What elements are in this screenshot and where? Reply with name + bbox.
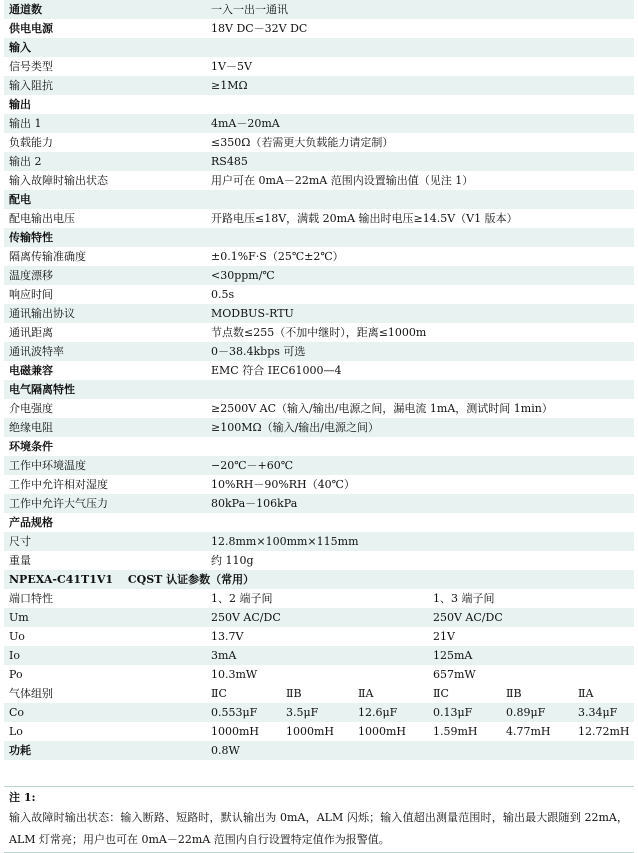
spec-row [4, 399, 634, 418]
section-row [4, 0, 634, 19]
section-label: 电气隔离特性 [9, 383, 75, 396]
cqst-rows [4, 589, 634, 684]
section-label: 传输特性 [9, 231, 53, 244]
spec-label: 信号类型 [9, 60, 53, 73]
note-block [4, 788, 634, 851]
cqst-row [4, 627, 634, 646]
spec-label: 输入阻抗 [9, 79, 53, 92]
gas-group-cell: ⅡA [358, 687, 374, 700]
spec-value: ≥100MΩ（输入/输出/电源之间） [211, 421, 380, 434]
spec-value: 10%RH－90%RH（40℃） [211, 478, 355, 491]
spec-row [4, 114, 634, 133]
spec-row [4, 323, 634, 342]
spec-value: 0－38.4kbps 可选 [211, 345, 306, 358]
spec-row [4, 532, 634, 551]
spec-label: 温度漂移 [9, 269, 53, 282]
spec-row [4, 133, 634, 152]
gas-group-cell: ⅡC [433, 687, 449, 700]
spec-value: 节点数≤255（不加中继时），距离≤1000m [211, 326, 427, 339]
spec-value: ≥1MΩ [211, 79, 248, 92]
co-label: Co [9, 706, 25, 719]
spec-value: 4mA－20mA [211, 117, 280, 130]
spec-value: 18V DC－32V DC [211, 22, 308, 35]
cqst-right-value: 1、3 端子间 [433, 592, 495, 605]
spec-row [4, 209, 634, 228]
spec-rows [4, 0, 634, 570]
gas-group-cell: ⅡB [286, 687, 302, 700]
cqst-label: Um [9, 611, 29, 624]
spec-value: 用户可在 0mA－22mA 范围内设置输出值（见注 1） [211, 174, 474, 187]
cqst-left-value: 250V AC/DC [211, 611, 281, 624]
spec-label: 隔离传输准确度 [9, 250, 86, 263]
cqst-right-value: 125mA [433, 649, 473, 662]
section-row [4, 228, 634, 247]
spec-value: 80kPa－106kPa [211, 497, 298, 510]
lo-cell: 1.59mH [433, 725, 478, 738]
lo-cell: 1000mH [358, 725, 407, 738]
lo-cell: 4.77mH [506, 725, 551, 738]
cqst-label: Uo [9, 630, 25, 643]
co-cell: 3.5μF [286, 706, 319, 719]
spec-label: 通讯输出协议 [9, 307, 75, 320]
cqst-left-value: 10.3mW [211, 668, 258, 681]
section-row [4, 38, 634, 57]
spec-row [4, 171, 634, 190]
cqst-title: NPEXA-C41T1V1 CQST 认证参数（常用） [9, 573, 255, 586]
spec-label: 响应时间 [9, 288, 53, 301]
co-cell: 12.6μF [358, 706, 398, 719]
section-label: 产品规格 [9, 516, 53, 529]
cqst-left-value: 3mA [211, 649, 237, 662]
cqst-label: Io [9, 649, 20, 662]
spec-value: ≥2500V AC（输入/输出/电源之间，漏电流 1mA，测试时间 1min） [211, 402, 553, 415]
power-label: 功耗 [9, 744, 31, 757]
note-title: 注 1: [9, 791, 36, 804]
section-row [4, 95, 634, 114]
spec-value: 1V－5V [211, 60, 252, 73]
lo-row [4, 722, 634, 741]
spec-value: EMC 符合 IEC61000—4 [211, 364, 342, 377]
spec-value: MODBUS-RTU [211, 307, 294, 320]
spec-label: 配电输出电压 [9, 212, 75, 225]
spec-row [4, 57, 634, 76]
spec-row [4, 304, 634, 323]
cqst-row [4, 589, 634, 608]
spec-label: 工作中环境温度 [9, 459, 86, 472]
section-label: 通道数 [9, 3, 42, 16]
section-row [4, 513, 634, 532]
lo-cell: 1000mH [211, 725, 260, 738]
cqst-row [4, 665, 634, 684]
gas-group-cell: ⅡA [578, 687, 594, 700]
section-row [4, 190, 634, 209]
power-row [4, 741, 634, 760]
cqst-row [4, 646, 634, 665]
spec-label: 重量 [9, 554, 31, 567]
spec-row [4, 551, 634, 570]
spec-label: 输出 1 [9, 117, 42, 130]
cqst-label: Po [9, 668, 23, 681]
spec-label: 绝缘电阻 [9, 421, 53, 434]
spec-value: 约 110g [211, 554, 254, 567]
power-value: 0.8W [211, 744, 240, 757]
section-label: 输入 [9, 41, 31, 54]
spec-row [4, 494, 634, 513]
section-row [4, 437, 634, 456]
section-label: 电磁兼容 [9, 364, 53, 377]
spec-label: 工作中允许相对湿度 [9, 478, 108, 491]
note-text: 输入故障时输出状态：输入断路、短路时，默认输出为 0mA，ALM 闪烁；输入值超出测量范围时，输出最大跟随到 22mA，ALM 灯常亮；用户也可在 0mA－22mA 范围内自行设置特定值作为报警值。 [9, 811, 628, 846]
lo-cell: 1000mH [286, 725, 335, 738]
spec-label: 输出 2 [9, 155, 42, 168]
gas-group-label: 气体组别 [9, 687, 53, 700]
spec-label: 输入故障时输出状态 [9, 174, 108, 187]
spec-value: ±0.1%F·S（25℃±2℃） [211, 250, 344, 263]
spec-value: −20℃－+60℃ [211, 459, 294, 472]
co-cell: 0.89μF [506, 706, 546, 719]
section-row [4, 361, 634, 380]
spec-row [4, 456, 634, 475]
cqst-label: 端口特性 [9, 592, 53, 605]
spec-row [4, 76, 634, 95]
spec-value: 开路电压≤18V，满载 20mA 输出时电压≥14.5V（V1 版本） [211, 212, 518, 225]
spec-label: 通讯距离 [9, 326, 53, 339]
spec-label: 介电强度 [9, 402, 53, 415]
cqst-left-value: 13.7V [211, 630, 244, 643]
spec-value: <30ppm/℃ [211, 269, 275, 282]
cqst-left-value: 1、2 端子间 [211, 592, 273, 605]
gas-group-cell: ⅡB [506, 687, 522, 700]
spec-row [4, 285, 634, 304]
section-row [4, 380, 634, 399]
spec-label: 工作中允许大气压力 [9, 497, 108, 510]
section-row [4, 19, 634, 38]
co-cell: 0.553μF [211, 706, 258, 719]
spec-label: 负载能力 [9, 136, 53, 149]
co-cell: 0.13μF [433, 706, 473, 719]
spec-table [4, 0, 634, 760]
spec-value: 12.8mm×100mm×115mm [211, 535, 359, 548]
co-cell: 3.34μF [578, 706, 618, 719]
lo-label: Lo [9, 725, 23, 738]
cqst-right-value: 250V AC/DC [433, 611, 503, 624]
cqst-right-value: 21V [433, 630, 455, 643]
divider [4, 786, 634, 787]
section-label: 配电 [9, 193, 31, 206]
spec-value: 0.5s [211, 288, 235, 301]
spec-row [4, 152, 634, 171]
spec-label: 尺寸 [9, 535, 31, 548]
spec-row [4, 342, 634, 361]
gas-group-row [4, 684, 634, 703]
cqst-title-row [4, 570, 634, 589]
spec-value: 一入一出一通讯 [211, 3, 288, 16]
section-label: 输出 [9, 98, 31, 111]
section-label: 供电电源 [9, 22, 53, 35]
section-label: 环境条件 [9, 440, 53, 453]
co-row [4, 703, 634, 722]
cqst-row [4, 608, 634, 627]
gas-group-cell: ⅡC [211, 687, 227, 700]
cqst-right-value: 657mW [433, 668, 476, 681]
spec-value: ≤350Ω（若需更大负载能力请定制） [211, 136, 394, 149]
spec-row [4, 418, 634, 437]
spec-row [4, 475, 634, 494]
spec-row [4, 266, 634, 285]
spec-label: 通讯波特率 [9, 345, 64, 358]
spec-row [4, 247, 634, 266]
spec-value: RS485 [211, 155, 248, 168]
lo-cell: 12.72mH [578, 725, 630, 738]
